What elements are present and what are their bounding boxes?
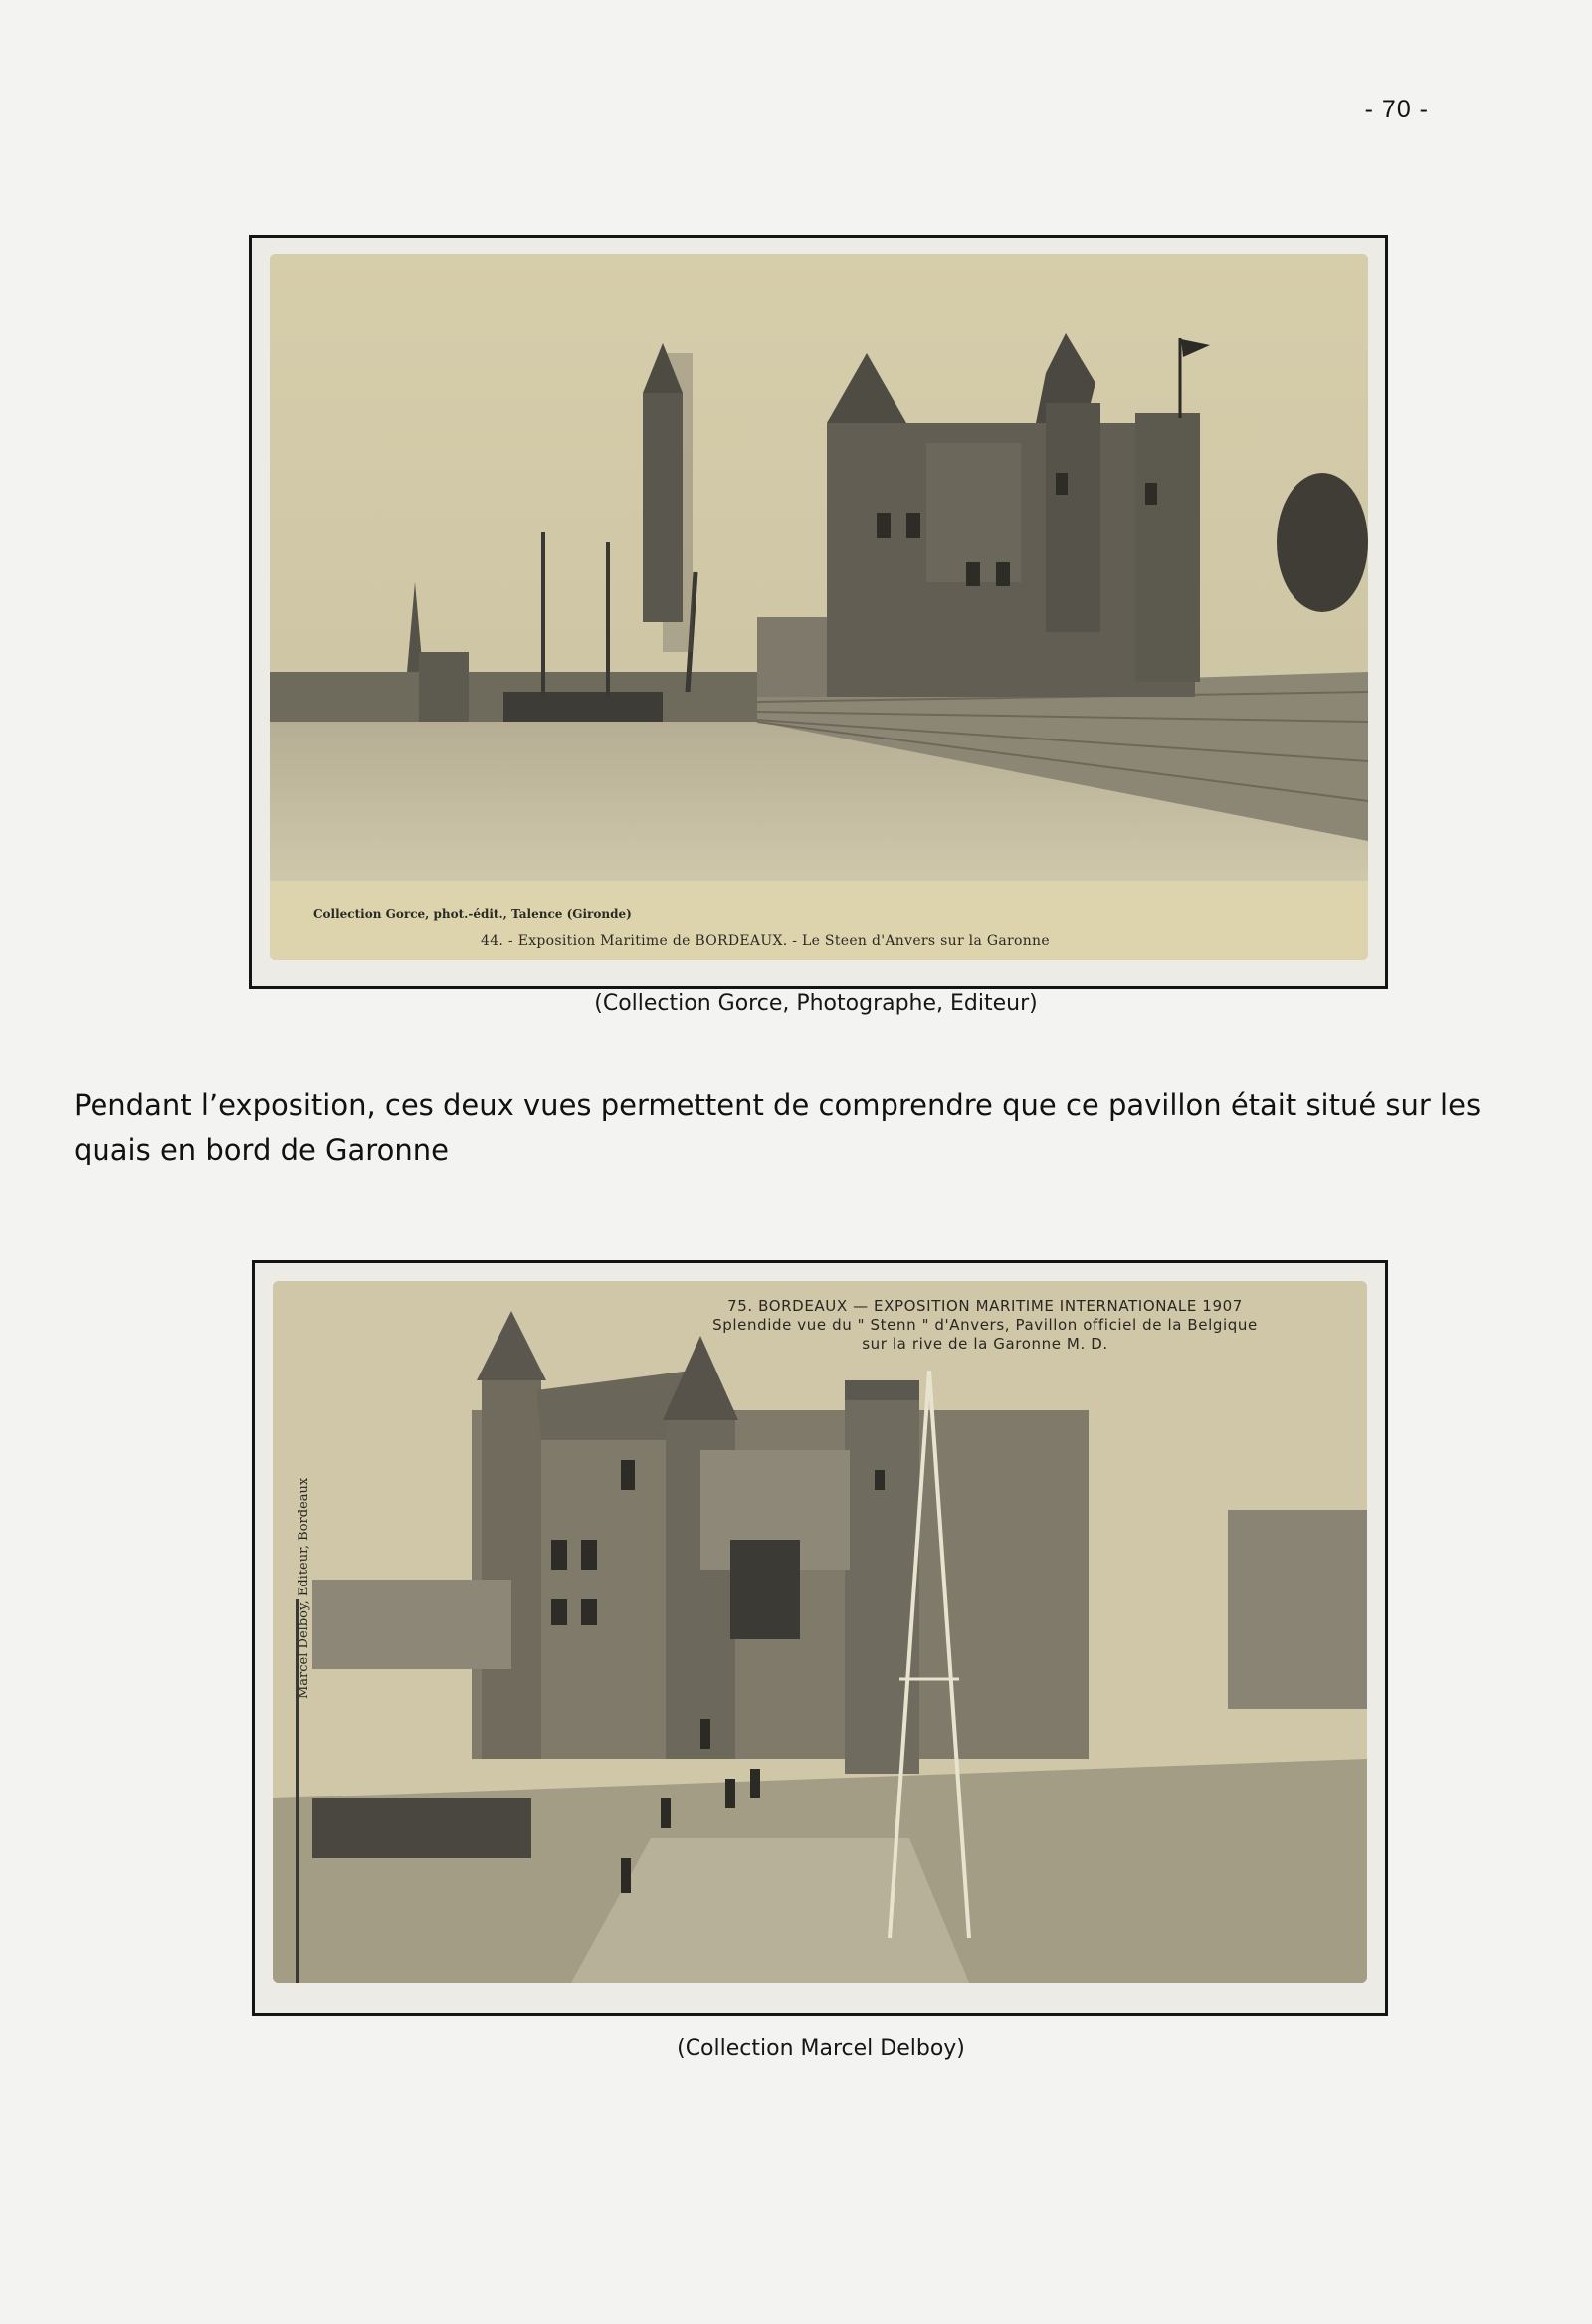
postcard-1-caption: 44. - Exposition Maritime de BORDEAUX. - Le Steen d'Anvers sur la Garonne xyxy=(481,933,1050,949)
body-text-line-1: Pendant l’exposition, ces deux vues permettent de comprendre que ce pavillon était situé sur les xyxy=(74,1088,1482,1122)
postcard-frame-1 xyxy=(249,235,1388,989)
caption-1: (Collection Gorce, Photographe, Editeur) xyxy=(594,991,1038,1016)
postcard-frame-2 xyxy=(252,1260,1388,2016)
postcard-1-photo xyxy=(270,254,1368,960)
postcard-2-title-line-2: Splendide vue du " Stenn " d'Anvers, Pavillon officiel de la Belgique xyxy=(712,1316,1258,1334)
postcard-2-title xyxy=(647,1297,1323,1354)
postcard-2-photo xyxy=(273,1281,1367,1983)
caption-2: (Collection Marcel Delboy) xyxy=(677,2036,965,2061)
postcard-1 xyxy=(270,254,1368,960)
body-text-line-2: quais en bord de Garonne xyxy=(74,1133,449,1166)
postcard-2-title-line-3: sur la rive de la Garonne M. D. xyxy=(862,1335,1108,1353)
body-text xyxy=(74,1083,1566,1172)
page-number: - 70 - xyxy=(1364,96,1429,123)
postcard-1-publisher: Collection Gorce, phot.-édit., Talence (Gironde) xyxy=(313,907,632,921)
postcard-2-publisher: Marcel Delboy, Editeur, Bordeaux xyxy=(297,1477,311,1699)
postcard-2 xyxy=(273,1281,1367,1983)
postcard-2-title-line-1: 75. BORDEAUX — EXPOSITION MARITIME INTERNATIONALE 1907 xyxy=(727,1297,1243,1315)
